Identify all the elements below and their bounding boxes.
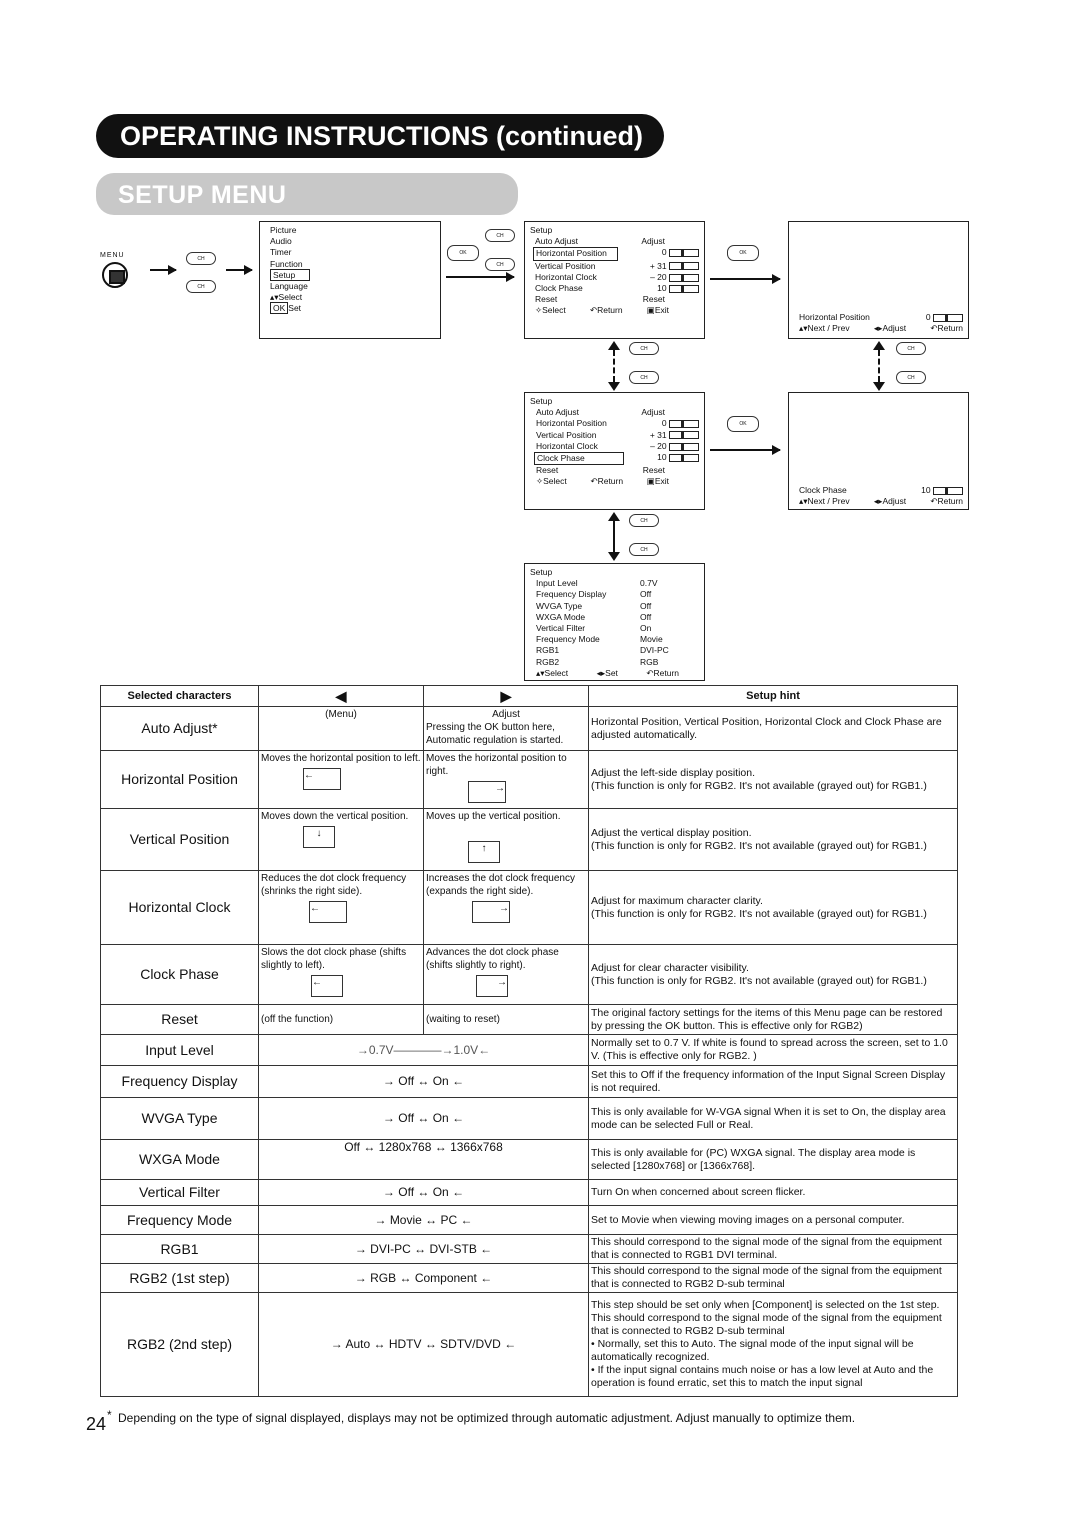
adjust-screen-clock-phase: Clock Phase 10 ▴▾Next / Prev ◂▸Adjust ↶Return [788,392,969,510]
ch-up-button[interactable]: CH [629,342,659,355]
frequency-display-options: → Off ↔ On ← [259,1066,589,1098]
menu-item-picture: Picture [270,225,297,235]
arrow-right [226,269,252,271]
menu-item-setup: Setup [270,269,310,281]
wvga-options: → Off ↔ On ← [259,1098,589,1140]
arrow-up-icon [873,341,885,350]
rgb2-first-step-options: → RGB ↔ Component ← [259,1264,589,1293]
menu-label: MENU [100,252,125,259]
rgb2-second-step-options: → Auto ↔ HDTV ↔ SDTV/DVD ← [259,1293,589,1397]
header-selected-characters: Selected characters [101,686,259,707]
ch-up-button[interactable]: CH [485,229,515,242]
expand-icon: → [472,901,510,923]
level-bar [933,314,963,322]
shift-up-icon: ↑ [468,841,500,863]
ch-down-button[interactable]: CH [485,258,515,271]
wxga-options: Off ↔ 1280x768 ↔ 1366x768 [259,1140,589,1180]
level-bar [669,443,699,451]
dashed-connector [613,350,615,382]
dashed-connector [878,350,880,382]
ch-up-button[interactable]: CH [186,252,216,265]
phase-right-icon: → [476,975,508,997]
arrow-down-icon [608,552,620,561]
exit-icon: ▣ [646,305,655,316]
ch-down-button[interactable]: CH [629,371,659,384]
footnote: Depending on the type of signal displayed, displays may not be optimized through automatic adjustment. Adjust manually to optimize them. [118,1411,856,1425]
ch-up-button[interactable]: CH [629,514,659,527]
select-icon: ✧ [535,305,543,316]
page-number: 24 [86,1414,107,1434]
arrow-right [446,276,514,278]
arrow-up-icon [608,341,620,350]
level-bar [669,249,699,257]
menu-item-timer: Timer [270,247,292,258]
arrow-right [710,449,780,451]
level-bar [669,285,699,293]
updown-icon: ▴▾ [270,292,279,303]
setup-menu-screen-2: Setup Auto Adjust Adjust Horizontal Position 0 Vertical Position + 31 Horizontal Clock – 20 Clock Phase 10 Reset Reset ✧Select ↶Return ▣Exit [524,392,705,510]
vertical-filter-options: → Off ↔ On ← [259,1180,589,1206]
footnote-asterisk: * [107,1408,112,1422]
level-bar [669,454,699,462]
phase-left-icon: ← [311,975,343,997]
arrow-right [150,269,176,271]
ok-button[interactable]: OK [727,416,759,432]
row-horizontal-position: Horizontal Position [533,247,618,260]
frequency-mode-options: → Movie ↔ PC ← [259,1206,589,1235]
ch-down-button[interactable]: CH [629,543,659,556]
left-arrow-icon: ◀ [259,686,424,707]
level-bar [669,420,699,428]
menu-item-language: Language [270,281,308,292]
header-setup-hint: Setup hint [589,686,958,707]
setup-menu-page-2: Setup Input Level 0.7V Frequency Display Off WVGA Type Off WXGA Mode Off Vertical Filter On Frequency Mode Movie RGB1 DVI-PC RGB2 RGB ▴▾Select ◂▸Set ↶Return [524,563,705,681]
shift-left-icon: ← [303,768,341,790]
rgb1-options: → DVI-PC ↔ DVI-STB ← [259,1235,589,1264]
connector [613,520,615,554]
setup-menu-screen-1: Setup Auto Adjust Adjust Horizontal Position 0 Vertical Position + 31 Horizontal Clock – 20 Clock Phase 10 Reset Reset ✧Select ↶Return ▣Exit [524,221,705,339]
level-bar [933,487,963,495]
setup-title: Setup [530,225,553,235]
ch-up-button[interactable]: CH [896,342,926,355]
adjust-screen-horizontal-position: Horizontal Position 0 ▴▾Next / Prev ◂▸Adjust ↶Return [788,221,969,339]
menu-item-function: Function [270,258,303,269]
ch-down-button[interactable]: CH [896,371,926,384]
level-bar [669,431,699,439]
subsection-banner: SETUP MENU [96,173,518,215]
setup-table: Selected characters ◀ ▶ Setup hint Auto Adjust* (Menu) Adjust Pressing the OK button here, Automatic regulation is started. Horizontal Position, Vertical Position, Horizontal Clock and Clock Phase are adjusted automatically. Horizontal Position Moves the horizontal position to left. ← Moves the horizontal position to right. → Adjust the left-side display position. (This function is only for RGB2. It's not available (grayed out) for RGB1.) Vertical Position Moves down the vertical position. ↓ Moves up the vertical position. ↑ Adjust the vertical display position. (This function is only for RGB2. It's not available (grayed out) for RGB1.) Horizontal Clock Reduces the dot clock frequency (shrinks the right side). ← Increases the dot clock frequency (expands the right side). → Adjust for maximum character clarity. (This function is only for RGB2. It's not available (grayed out) for RGB1.) Clock Phase Slows the dot clock phase (shifts slightly to left). ← Advances the dot clock phase (shifts slightly to right). → Adjust for clear character visibility. (This function is only for RGB2. It's not available (grayed out) for RGB1.) Reset (off the function) (waiting to reset) The original factory settings for the items of this Menu page can be restored by pressing the OK button. This is effective only for RGB2) Input Level →0.7V————→1.0V← Normally set to 0.7 V. If white is found to spread across the screen, set to 1.0 V. (This is effective only for RGB2. ) Frequency Display → Off ↔ On ← Set this to Off if the frequency information of the Input Signal Screen Display is not required. WVGA Type → Off ↔ On ← This is only available for W-VGA signal When it is set to On, the display area mode can be selected Full or Real. WXGA Mode Off ↔ 1280x768 ↔ 1366x768 This is only available for (PC) WXGA signal. The display area mode is selected [1280x768] or [1366x768]. Vertical Filter → Off ↔ On ← Turn On when concerned about screen flicker. Frequency Mode → Movie ↔ PC ← Set to Movie when viewing moving images on a personal computer. RGB1 → DVI-PC ↔ DVI-STB ← This should correspond to the signal mode of the signal from the equipment that is connected to RGB1 DVI terminal. RGB2 (1st step) → RGB ↔ Component ← This should correspond to the signal mode of the signal from the equipment that is connected to RGB2 D-sub terminal RGB2 (2nd step) → Auto ↔ HDTV ↔ SDTV/DVD ← This step should be set only when [Component] is selected on the 1st step. This should correspond to the signal mode of the signal from the equipment that is connected to RGB2 D-sub terminal • Normally, set this to Auto. The signal mode of the input signal will be automatically recognized. • If the input signal contains much noise or has a low level at Auto and the operation is found erratic, set this to match the input signal [100,685,958,1397]
row-name: Auto Adjust* [101,707,259,751]
main-menu-screen: Picture Audio Timer Function Setup Language ▴▾Select OK Set [259,221,441,339]
menu-button-icon [102,262,128,288]
level-bar [669,274,699,282]
input-level-options: →0.7V————→1.0V← [259,1035,589,1066]
ok-button[interactable]: OK [447,245,479,261]
level-bar [669,262,699,270]
arrow-down-icon [608,382,620,391]
right-arrow-icon: ▶ [424,686,589,707]
return-icon: ↶ [589,305,598,316]
shift-right-icon: → [468,781,506,803]
menu-item-audio: Audio [270,236,292,247]
arrow-right [710,278,780,280]
section-banner: OPERATING INSTRUCTIONS (continued) [96,114,664,158]
ok-button[interactable]: OK [727,245,759,261]
arrow-down-icon [873,382,885,391]
ok-icon: OK [270,302,288,314]
ch-down-button[interactable]: CH [186,280,216,293]
shrink-icon: ← [309,901,347,923]
row-clock-phase: Clock Phase [534,452,624,465]
shift-down-icon: ↓ [303,826,335,848]
